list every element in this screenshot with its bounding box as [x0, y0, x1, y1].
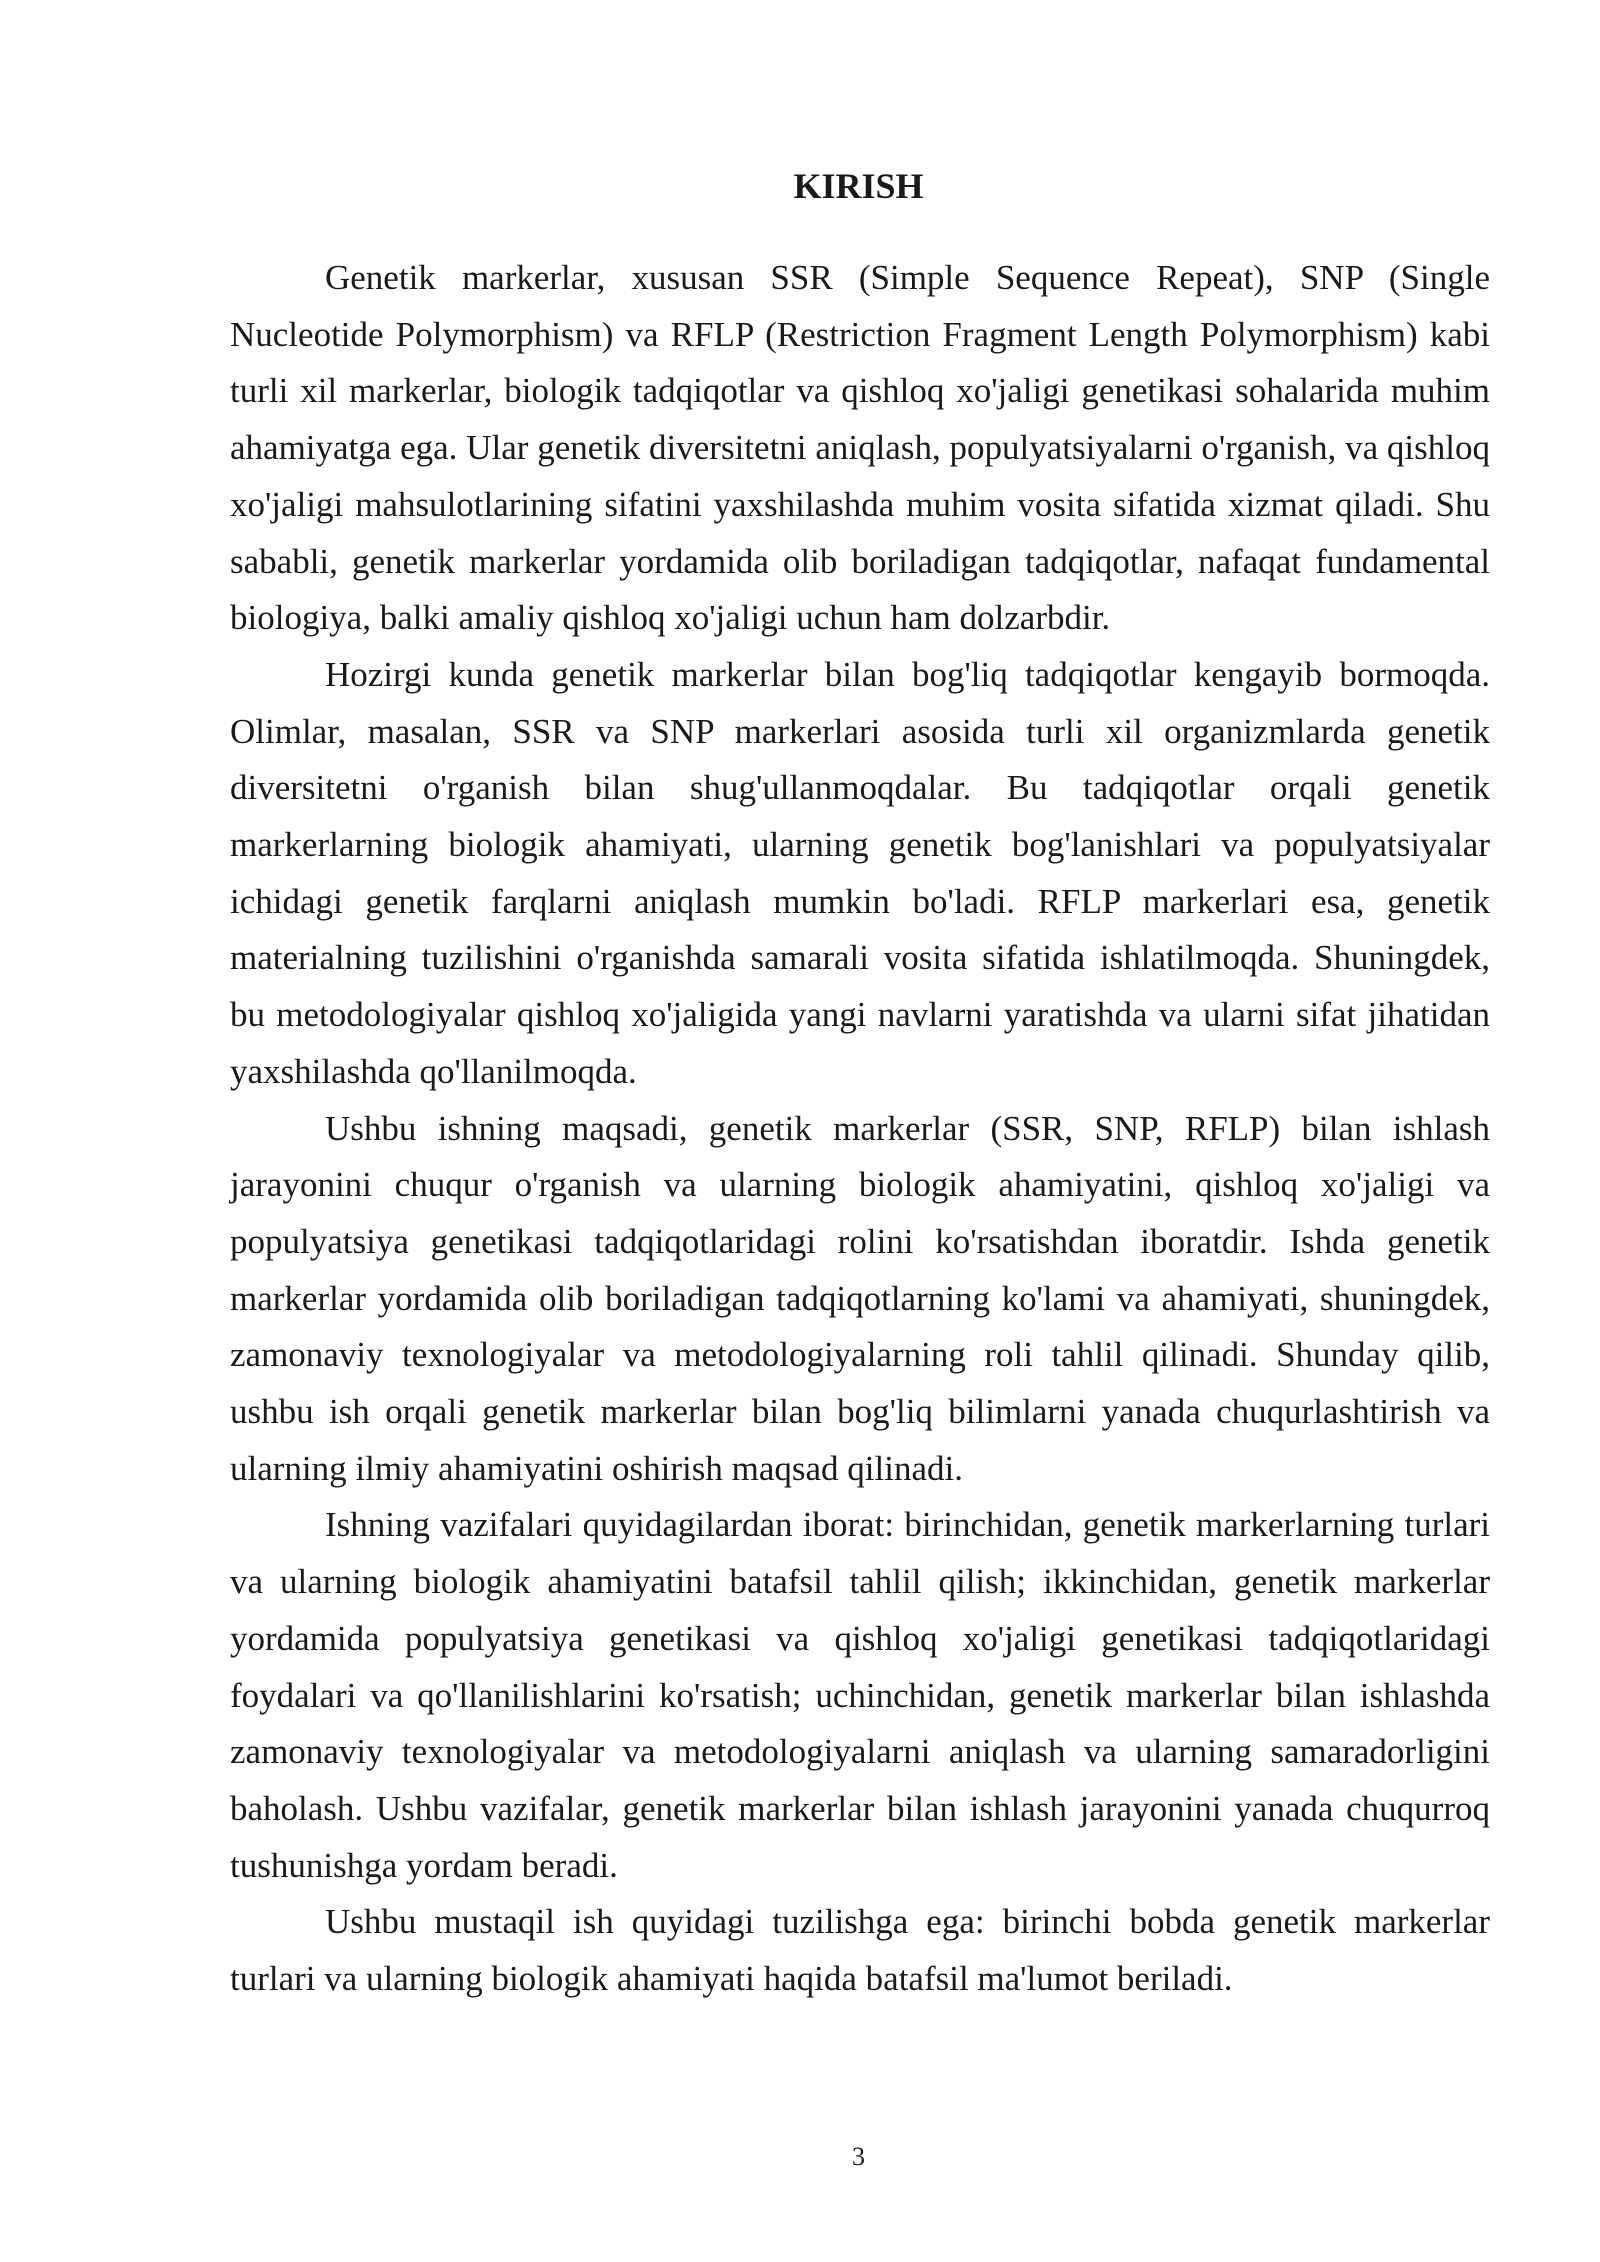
section-title: KIRISH — [793, 166, 924, 206]
page-number: 3 — [852, 2142, 865, 2171]
body-text — [230, 250, 1490, 2008]
paragraph-3: Ushbu ishning maqsadi, genetik markerlar (SSR, SNP, RFLP) bilan ishlash jarayonini chuqur o'rganish va ularning biologik ahamiyatini, qishloq xo'jaligi va populyatsiya genetikasi tadqiqotlaridagi rolini ko'rsatishdan iboratdir. Ishda genetik markerlar yordamida olib boriladigan tadqiqotlarning ko'lami va ahamiyati, shuningdek, zamonaviy texnologiyalar va metodologiyalarning roli tahlil qilinadi. Shunday qilib, ushbu ish orqali genetik markerlar bilan bog'liq bilimlarni yanada chuqurlashtirish va ularning ilmiy ahamiyatini oshirish maqsad qilinadi. — [230, 1108, 1490, 1488]
paragraph-4: Ishning vazifalari quyidagilardan iborat: birinchidan, genetik markerlarning turlari va ularning biologik ahamiyatini batafsil tahlil qilish; ikkinchidan, genetik markerlar yordamida populyatsiya genetikasi va qishloq xo'jaligi genetikasi tadqiqotlaridagi foydalari va qo'llanilishlarini ko'rsatish; uchinchidan, genetik markerlar bilan ishlashda zamonaviy texnologiyalar va metodologiyalarni aniqlash va ularning samaradorligini baholash. Ushbu vazifalar, genetik markerlar bilan ishlash jarayonini yanada chuqurroq tushunishga yordam beradi. — [230, 1505, 1490, 1885]
paragraph-5: Ushbu mustaqil ish quyidagi tuzilishga ega: birinchi bobda genetik markerlar turlari va ularning biologik ahamiyati haqida batafsil ma'lumot beriladi. — [230, 1902, 1490, 1999]
paragraph-1: Genetik markerlar, xususan SSR (Simple Sequence Repeat), SNP (Single Nucleotide Polymorphism) va RFLP (Restriction Fragment Length Polymorphism) kabi turli xil markerlar, biologik tadqiqotlar va qishloq xo'jaligi genetikasi sohalarida muhim ahamiyatga ega. Ular genetik diversitetni aniqlash, populyatsiyalarni o'rganish, va qishloq xo'jaligi mahsulotlarining sifatini yaxshilashda muhim vosita sifatida xizmat qiladi. Shu sababli, genetik markerlar yordamida olib boriladigan tadqiqotlar, nafaqat fundamental biologiya, balki amaliy qishloq xo'jaligi uchun ham dolzarbdir. — [230, 258, 1490, 638]
paragraph-2: Hozirgi kunda genetik markerlar bilan bog'liq tadqiqotlar kengayib bormoqda. Olimlar, masalan, SSR va SNP markerlari asosida turli xil organizmlarda genetik diversitetni o'rganish bilan shug'ullanmoqdalar. Bu tadqiqotlar orqali genetik markerlarning biologik ahamiyati, ularning genetik bog'lanishlari va populyatsiyalar ichidagi genetik farqlarni aniqlash mumkin bo'ladi. RFLP markerlari esa, genetik materialning tuzilishini o'rganishda samarali vosita sifatida ishlatilmoqda. Shuningdek, bu metodologiyalar qishloq xo'jaligida yangi navlarni yaratishda va ularni sifat jihatidan yaxshilashda qo'llanilmoqda. — [230, 654, 1490, 1091]
